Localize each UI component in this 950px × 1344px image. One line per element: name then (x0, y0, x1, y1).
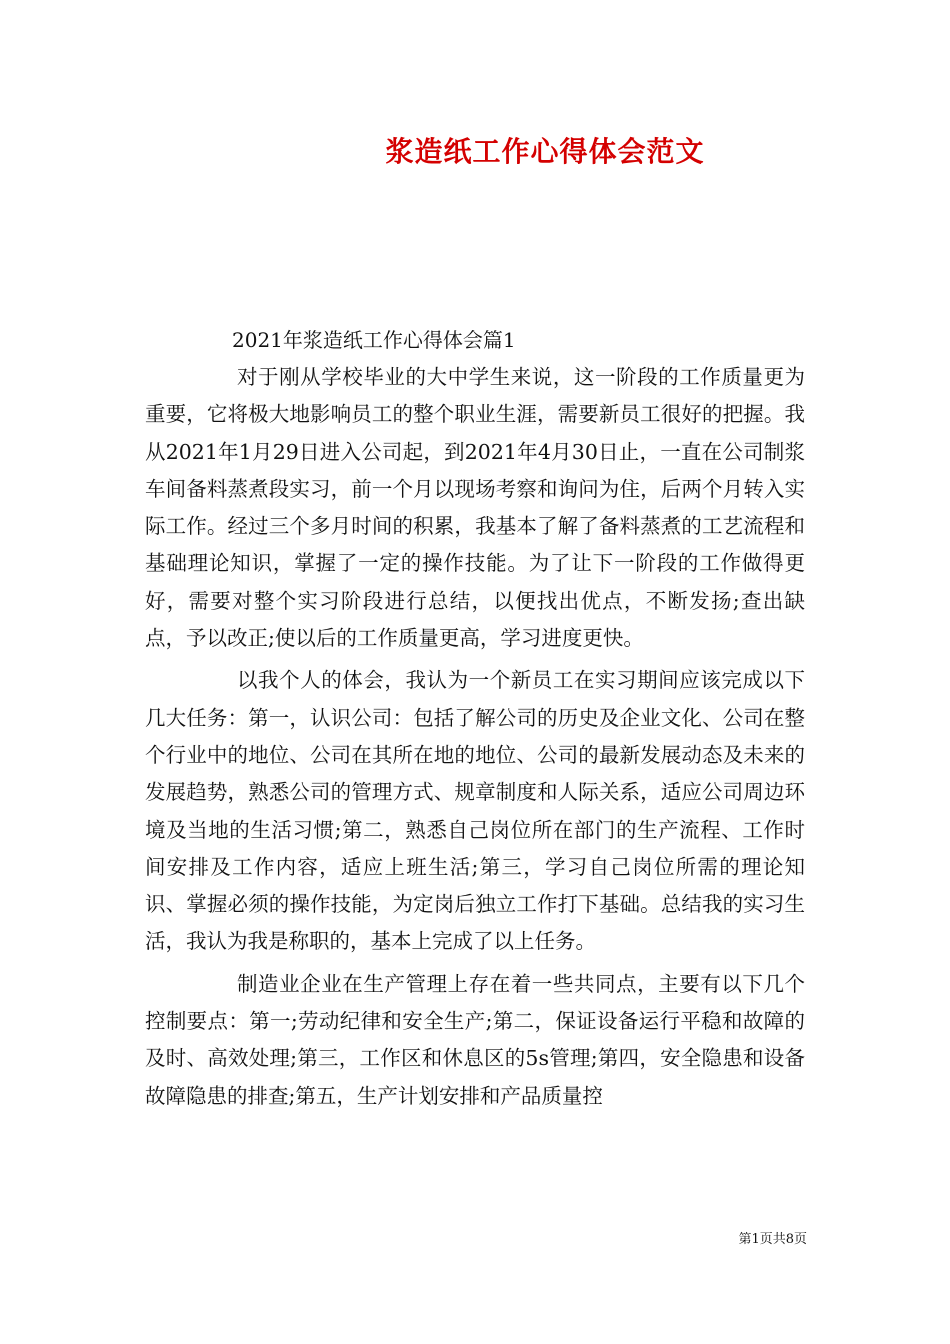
document-body (145, 359, 805, 1119)
paragraph-3: 制造业企业在生产管理上存在着一些共同点，主要有以下几个控制要点：第一;劳动纪律和安全生产;第二，保证设备运行平稳和故障的及时、高效处理;第三，工作区和休息区的5s管理;第四，安全隐患和设备故障隐患的排查;第五，生产计划安排和产品质量控 (145, 971, 805, 1108)
section-heading: 2021年浆造纸工作心得体会篇1 (232, 328, 516, 352)
paragraph-2: 以我个人的体会，我认为一个新员工在实习期间应该完成以下几大任务：第一，认识公司：包括了解公司的历史及企业文化、公司在整个行业中的地位、公司在其所在地的地位、公司的最新发展动态及未来的发展趋势，熟悉公司的管理方式、规章制度和人际关系，适应公司周边环境及当地的生活习惯;第二，熟悉自己岗位所在部门的生产流程、工作时间安排及工作内容，适应上班生活;第三，学习自己岗位所需的理论知识、掌握必须的操作技能，为定岗后独立工作打下基础。总结我的实习生活，我认为我是称职的，基本上完成了以上任务。 (145, 668, 805, 954)
paragraph-1: 对于刚从学校毕业的大中学生来说，这一阶段的工作质量更为重要，它将极大地影响员工的整个职业生涯，需要新员工很好的把握。我从2021年1月29日进入公司起，到2021年4月30日止，一直在公司制浆车间备料蒸煮段实习，前一个月以现场考察和询问为住，后两个月转入实际工作。经过三个多月时间的积累，我基本了解了备料蒸煮的工艺流程和基础理论知识，掌握了一定的操作技能。为了让下一阶段的工作做得更好，需要对整个实习阶段进行总结，以便找出优点，不断发扬;查出缺点，予以改正;使以后的工作质量更高，学习进度更快。 (145, 365, 805, 651)
document-title: 浆造纸工作心得体会范文 (385, 135, 705, 168)
page-number: 第1页共8页 (738, 1232, 807, 1247)
